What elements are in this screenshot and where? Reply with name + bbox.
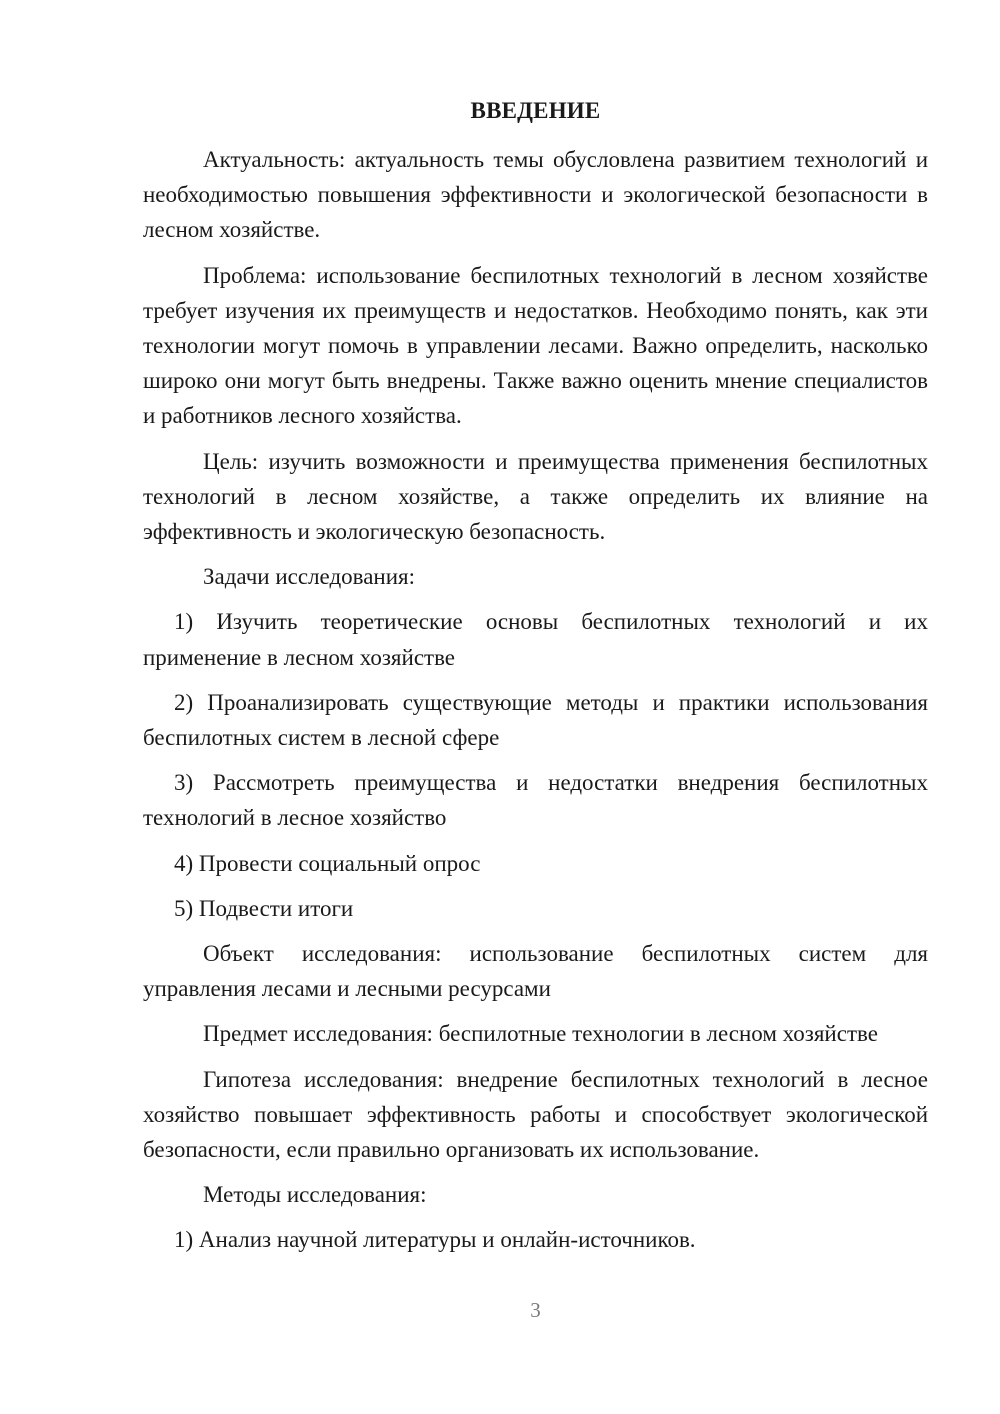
list-item-task-1: 1) Изучить теоретические основы беспилотных технологий и их применение в лесном хозяйстве (143, 609, 928, 670)
paragraph-goal: Цель: изучить возможности и преимущества применения беспилотных технологий в лесном хозяйстве, а также определить их влияние на эффективность и экологическую безопасность. (143, 448, 928, 545)
list-item-task-3: 3) Рассмотреть преимущества и недостатки внедрения беспилотных технологий в лесное хозяйство (143, 770, 928, 831)
body-text (143, 142, 928, 1268)
paragraph-relevance: Актуальность: актуальность темы обусловлена развитием технологий и необходимостью повышения эффективности и экологической безопасности в лесном хозяйстве. (143, 147, 928, 243)
paragraph-problem: Проблема: использование беспилотных технологий в лесном хозяйстве требует изучения их преимуществ и недостатков. Необходимо понять, как эти технологии могут помочь в управлении лесами. Важно определить, насколько широко они могут быть внедрены. Также важно оценить мнение специалистов и работников лесного хозяйства. (143, 262, 928, 429)
list-item-task-2: 2) Проанализировать существующие методы и практики использования беспилотных систем в лесной сфере (143, 689, 928, 751)
page-title: ВВЕДЕНИЕ (470, 98, 601, 123)
paragraph-subject: Предмет исследования: беспилотные технологии в лесном хозяйстве (203, 1021, 878, 1047)
list-item-task-5: 5) Подвести итоги (174, 895, 354, 921)
paragraph-methods-heading: Методы исследования: (203, 1182, 427, 1208)
list-item-method-1: 1) Анализ научной литературы и онлайн-источников. (174, 1227, 696, 1253)
list-item-task-4: 4) Провести социальный опрос (174, 850, 481, 876)
page-number: 3 (530, 1298, 541, 1322)
paragraph-hypothesis: Гипотеза исследования: внедрение беспилотных технологий в лесное хозяйство повышает эффективность работы и способствует экологической безопасности, если правильно организовать их использование. (143, 1066, 928, 1163)
paragraph-tasks-heading: Задачи исследования: (203, 564, 416, 590)
paragraph-object: Объект исследования: использование беспилотных систем для управления лесами и лесными ресурсами (143, 941, 928, 1002)
document-page (143, 0, 928, 1414)
